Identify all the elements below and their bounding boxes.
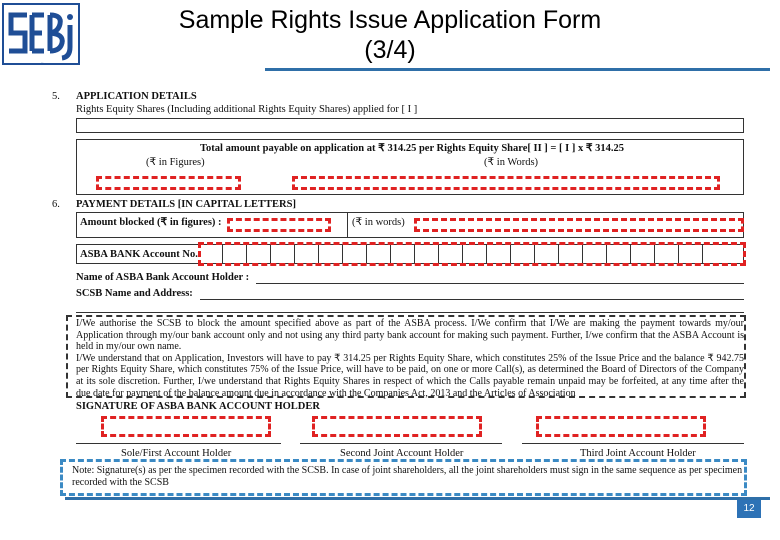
page-number: 12 [737,500,761,518]
section5-number: 5. [52,91,60,102]
amount-blocked-divider [347,212,348,238]
amount-words-highlight[interactable] [292,176,720,190]
holder-name-line[interactable] [256,283,744,284]
third-signature-line [522,443,744,444]
scsb-label: SCSB Name and Address: [76,288,193,299]
in-words-label: (₹ in Words) [484,157,539,168]
section6-heading: PAYMENT DETAILS [IN CAPITAL LETTERS] [76,199,296,210]
second-signature-highlight[interactable] [312,416,482,437]
holder-name-label: Name of ASBA Bank Account Holder : [76,272,250,283]
sole-signature-line [76,443,281,444]
third-signature-highlight[interactable] [536,416,706,437]
scsb-line-2[interactable] [76,312,744,313]
in-figures-label: (₹ in Figures) [146,157,205,168]
asba-account-highlight[interactable] [198,242,746,266]
asba-account-label: ASBA BANK Account No. [80,249,198,260]
footer-rule [65,497,770,500]
scsb-line[interactable] [200,299,744,300]
second-holder-label: Second Joint Account Holder [340,448,464,459]
shares-applied-field[interactable] [76,118,744,133]
total-amount-label: Total amount payable on application at ₹ 314.25 per Rights Equity Share[ II ] = [ I ] x ₹ 314.25 [200,143,625,154]
sebi-logo [2,3,80,65]
section5-subheading: Rights Equity Shares (Including additional Rights Equity Shares) applied for [ I ] [76,104,418,115]
signature-heading: SIGNATURE OF ASBA BANK ACCOUNT HOLDER [76,401,320,412]
page-title [100,5,680,65]
declaration-text [76,318,744,399]
declaration-para-2: I/We understand that on Application, Investors will have to pay ₹ 314.25 per Rights Equity Share, which constitutes 25% of the Issue Price and the balance ₹ 942.75 per Rights Equity Share, which constitutes 75% of the Issue Price, will have to be paid, on one or more Call(s), as determined the Board of Directors of the Company at its sole discretion. Further, I/we understand that Rights Equity Shares in respect of which the Calls payable remain unpaid may be forfeited, at any time after the due date for payment of the balance amount due in accordance with the Companies Act, 2013 and the Articles of Association [76,352,744,399]
amount-blocked-figures-highlight[interactable] [227,218,331,232]
amount-blocked-label: Amount blocked (₹ in figures) : [80,217,222,228]
sole-holder-label: Sole/First Account Holder [121,448,232,459]
third-holder-label: Third Joint Account Holder [580,448,696,459]
sole-signature-highlight[interactable] [101,416,271,437]
page-title-line1: Sample Rights Issue Application Form [178,6,602,34]
note-text: Note: Signature(s) as per the specimen recorded with the SCSB. In case of joint shareholders, all the joint shareholders must sign in the same sequence as per specimen recorded with the SCSB [72,465,743,488]
declaration-para-1: I/We authorise the SCSB to block the amount specified above as part of the ASBA process. I/We confirm that I/We are making the payment towards my/our Application through my/our bank account only and not using any third party bank account for making such payment. Further, I/we confirm that the ASBA Account is held in my/our own name. [76,318,744,353]
section5-heading: APPLICATION DETAILS [76,91,197,102]
sebi-logo-text: SEBI [41,63,44,64]
header-rule [265,68,770,71]
amount-figures-highlight[interactable] [96,176,241,190]
second-signature-line [300,443,502,444]
amount-blocked-words-highlight[interactable] [414,218,744,232]
amount-words-label: (₹ in words) [352,217,405,228]
page-title-line2: (3/4) [364,36,416,64]
section6-number: 6. [52,199,60,210]
